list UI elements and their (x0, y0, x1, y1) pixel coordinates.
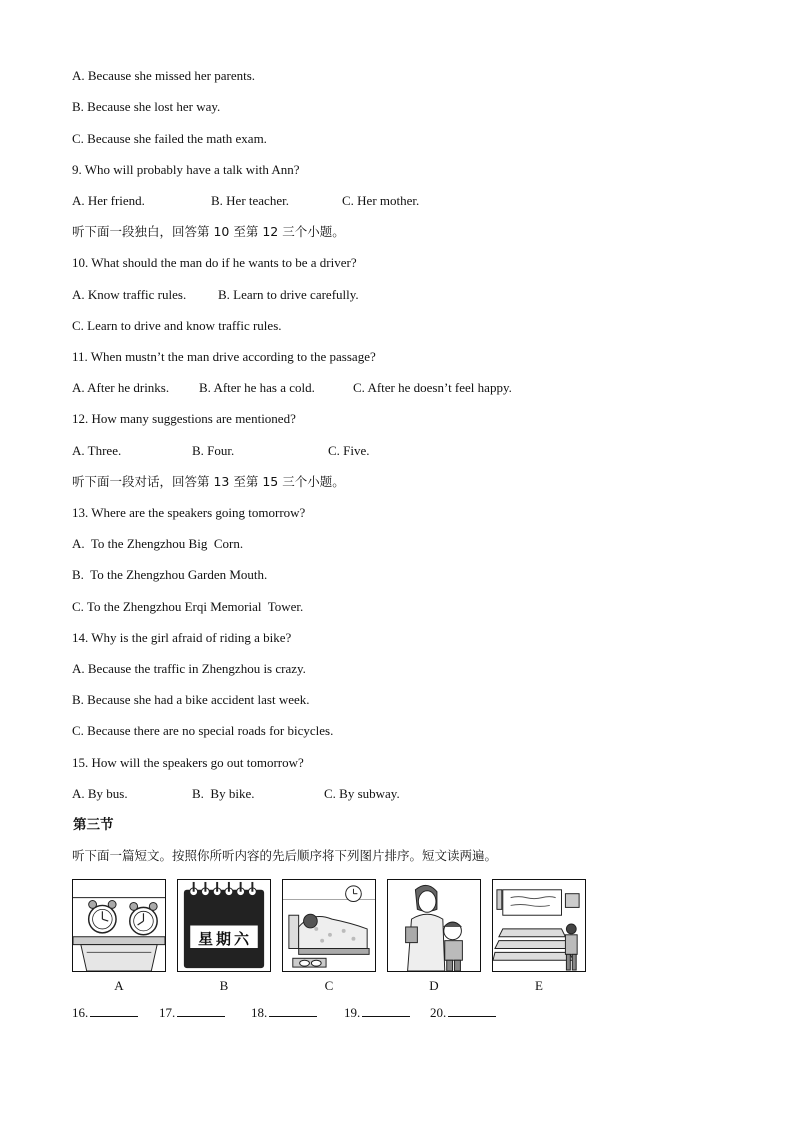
bed-illustration (283, 880, 375, 971)
calendar-text: 星期六 (197, 930, 252, 948)
picture-c-sleeping (282, 879, 376, 972)
question-11: 11. When mustn’t the man drive according to the passage? (72, 349, 376, 364)
q11-option-a: A. After he drinks. (72, 380, 170, 395)
instruction-passage: 听下面一篇短文。按照你所听内容的先后顺序将下列图片排序。短文读两遍。 (72, 848, 498, 863)
q8-option-c: C. Because she failed the math exam. (72, 131, 267, 146)
q13-option-a: A. To the Zhengzhou Big Corn. (72, 536, 244, 551)
blank-line[interactable] (90, 1004, 138, 1017)
blank-line[interactable] (362, 1004, 410, 1017)
answer-blank-19[interactable] (344, 1004, 410, 1021)
picture-e-classroom (492, 879, 586, 972)
question-12: 12. How many suggestions are mentioned? (72, 411, 296, 426)
q10-option-a: A. Know traffic rules. (72, 287, 187, 302)
q11-option-b: B. After he has a cold. (199, 380, 315, 395)
q14-option-a: A. Because the traffic in Zhengzhou is crazy. (72, 661, 306, 676)
blank-line[interactable] (448, 1004, 496, 1017)
section-title: 第三节 (73, 817, 114, 833)
question-9: 9. Who will probably have a talk with Ann? (72, 162, 300, 177)
q15-option-b: B. By bike. (192, 786, 255, 801)
q8-option-b: B. Because she lost her way. (72, 99, 221, 114)
q8-option-a: A. Because she missed her parents. (72, 68, 256, 83)
q15-option-c: C. By subway. (324, 786, 400, 801)
q10-option-b: B. Learn to drive carefully. (218, 287, 359, 302)
alarm-clock-illustration (73, 880, 165, 971)
calendar-illustration (178, 880, 270, 971)
q12-option-c: C. Five. (328, 443, 370, 458)
q14-option-b: B. Because she had a bike accident last week. (72, 692, 310, 707)
q15-option-a: A. By bus. (72, 786, 128, 801)
q13-option-c: C. To the Zhengzhou Erqi Memorial Tower. (72, 599, 304, 614)
blank-number: 18. (251, 1005, 268, 1020)
blank-number: 17. (159, 1005, 176, 1020)
blank-number: 16. (72, 1005, 89, 1020)
picture-label-c: C (324, 978, 334, 993)
people-illustration (388, 880, 480, 971)
q10-option-c: C. Learn to drive and know traffic rules. (72, 318, 282, 333)
instruction-dialogue: 听下面一段对话，回答第 13 至第 15 三个小题。 (72, 474, 345, 489)
q9-option-a: A. Her friend. (72, 193, 145, 208)
question-15: 15. How will the speakers go out tomorrow? (72, 755, 304, 770)
q12-option-b: B. Four. (192, 443, 235, 458)
question-10: 10. What should the man do if he wants to be a driver? (72, 255, 357, 270)
answer-blank-17[interactable] (159, 1004, 225, 1021)
q9-option-c: C. Her mother. (342, 193, 420, 208)
picture-label-b: B (219, 978, 229, 993)
question-14: 14. Why is the girl afraid of riding a bike? (72, 630, 292, 645)
q14-option-c: C. Because there are no special roads for bicycles. (72, 723, 334, 738)
q13-option-b: B. To the Zhengzhou Garden Mouth. (72, 567, 268, 582)
question-13: 13. Where are the speakers going tomorrow? (72, 505, 306, 520)
q9-option-b: B. Her teacher. (211, 193, 289, 208)
picture-label-a: A (114, 978, 124, 993)
instruction-monologue: 听下面一段独白，回答第 10 至第 12 三个小题。 (72, 224, 345, 239)
blank-line[interactable] (269, 1004, 317, 1017)
blank-number: 19. (344, 1005, 361, 1020)
answer-blank-20[interactable] (430, 1004, 496, 1021)
q12-option-a: A. Three. (72, 443, 122, 458)
picture-a-alarm-clocks (72, 879, 166, 972)
picture-label-d: D (429, 978, 439, 993)
classroom-illustration (493, 880, 585, 971)
answer-blank-18[interactable] (251, 1004, 317, 1021)
picture-d-mother-and-boy (387, 879, 481, 972)
picture-b-calendar (177, 879, 271, 972)
blank-line[interactable] (177, 1004, 225, 1017)
answer-blank-16[interactable] (72, 1004, 138, 1021)
picture-label-e: E (535, 978, 543, 993)
q11-option-c: C. After he doesn’t feel happy. (353, 380, 512, 395)
blank-number: 20. (430, 1005, 447, 1020)
